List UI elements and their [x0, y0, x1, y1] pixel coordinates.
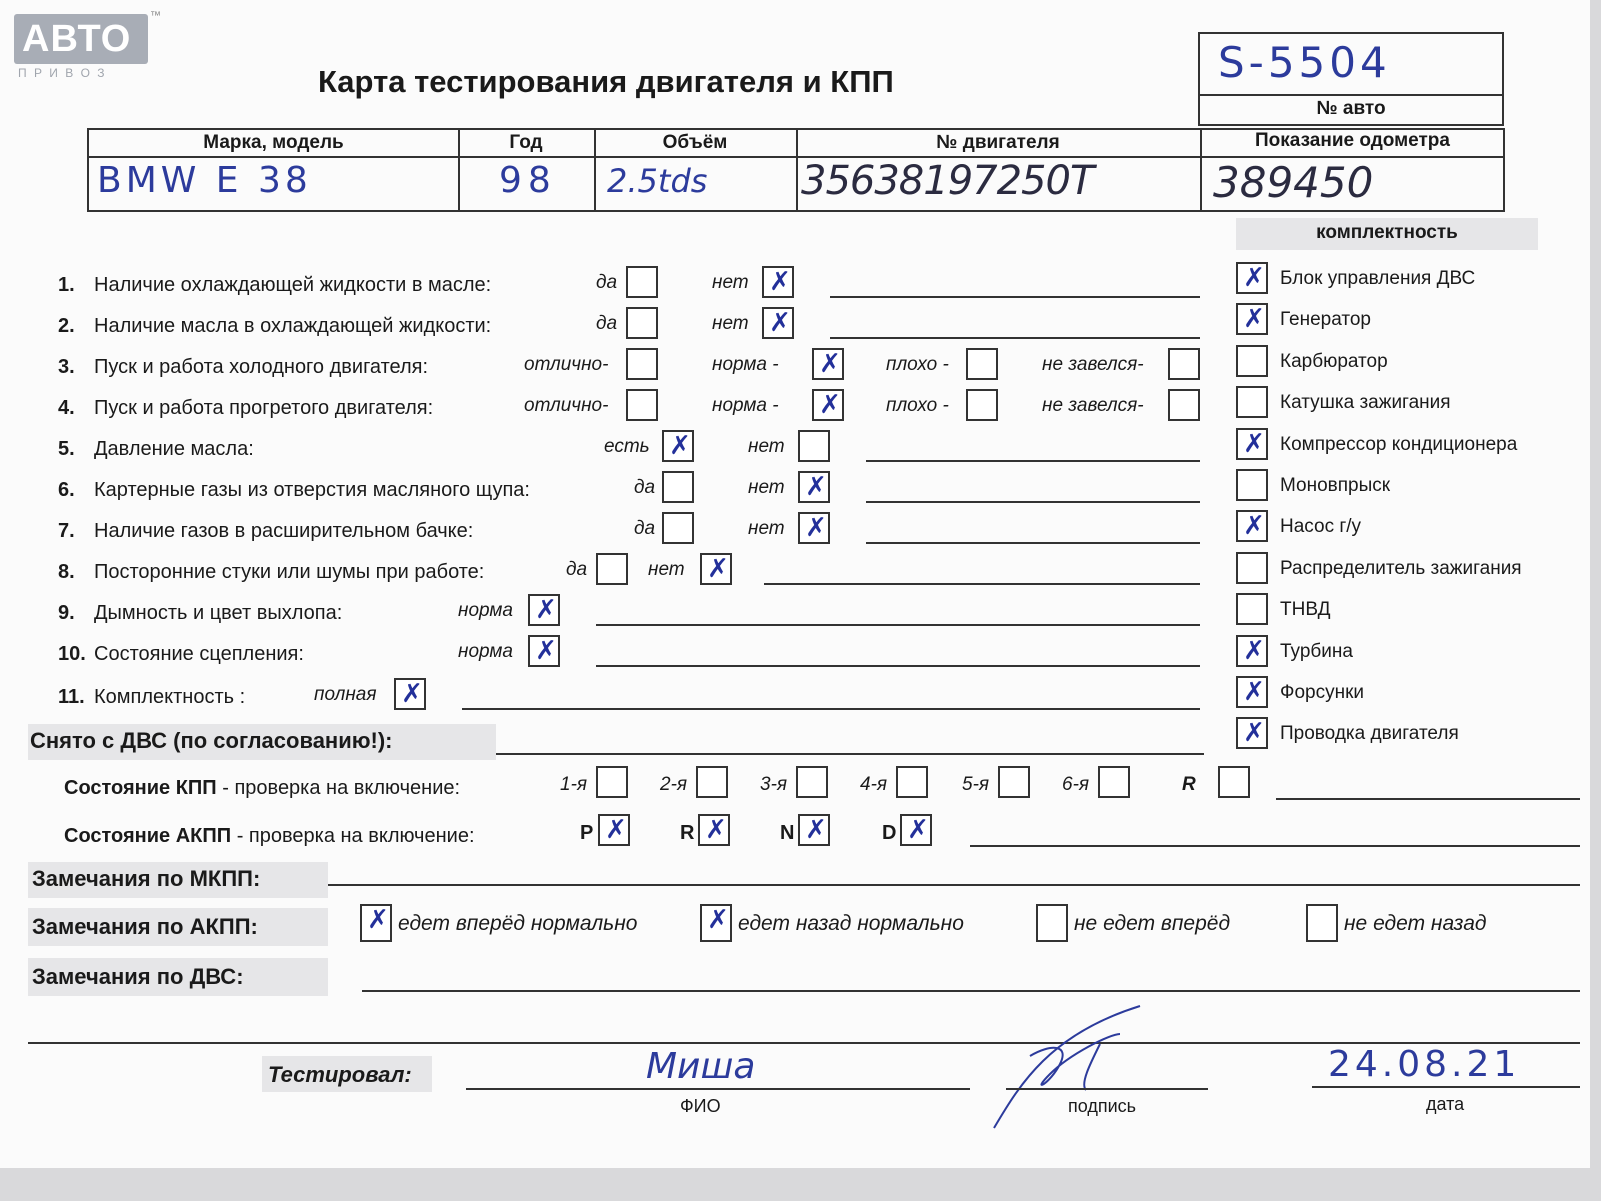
komplekt-item-label: Проводка двигателя [1280, 723, 1459, 745]
check-question: Посторонние стуки или шумы при работе: [94, 561, 485, 583]
check-option-label: норма [458, 600, 513, 621]
akpp-gear-label: D [882, 822, 897, 844]
check-note-line [830, 337, 1200, 339]
check-mark-icon: ✗ [605, 815, 627, 845]
komplekt-checkbox[interactable] [1236, 386, 1268, 418]
kpp-gear-label: R [1182, 774, 1196, 795]
date-label: дата [1426, 1094, 1465, 1114]
check-mark-icon: ✗ [907, 815, 929, 845]
check-option-box[interactable] [528, 635, 560, 667]
check-note-line [866, 501, 1200, 503]
check-mark-icon: ✗ [769, 267, 791, 297]
check-number: 2. [58, 315, 75, 337]
check-mark-icon: ✗ [819, 390, 841, 420]
akpp-gear-box[interactable] [698, 814, 730, 846]
kpp-gear-box[interactable] [696, 766, 728, 798]
check-option-label: норма - [712, 395, 779, 416]
kpp-gear-box[interactable] [998, 766, 1030, 798]
check-mark-icon: ✗ [1243, 635, 1265, 666]
car-number-value: S-5504 [1218, 38, 1391, 87]
check-option-label: не завелся- [1042, 354, 1144, 375]
komplekt-checkbox[interactable] [1236, 262, 1268, 294]
akpp-remark-box[interactable] [1306, 904, 1338, 942]
check-note-line [764, 583, 1200, 585]
logo-text: АВТО [22, 18, 132, 60]
check-mark-icon: ✗ [707, 554, 729, 584]
check-option-label: нет [712, 313, 749, 334]
check-number: 10. [58, 643, 86, 665]
check-option-label: нет [648, 559, 685, 580]
check-option-box[interactable] [528, 594, 560, 626]
check-option-label: отлично- [524, 395, 609, 416]
akpp-remark-box[interactable] [360, 904, 392, 942]
akpp-label [64, 825, 475, 848]
check-option-label: да [634, 518, 656, 539]
tester-name: Миша [646, 1046, 756, 1087]
komplekt-checkbox[interactable] [1236, 635, 1268, 667]
komplekt-item-label: Насос г/у [1280, 516, 1362, 538]
check-question: Комплектность : [94, 686, 246, 708]
akpp-line [970, 845, 1580, 847]
date-line [1312, 1086, 1580, 1088]
col-header-odometer: Показание одометра [1255, 130, 1450, 151]
komplekt-checkbox[interactable] [1236, 428, 1268, 460]
kpp-gear-label: 6-я [1062, 774, 1090, 795]
car-number-label: № авто [1316, 98, 1386, 119]
value-volume: 2.5tds [607, 162, 708, 200]
akpp-remark-option-label: едет назад нормально [738, 912, 964, 935]
check-number: 1. [58, 274, 75, 296]
komplekt-item-label: Распределитель зажигания [1280, 557, 1522, 579]
col-header-engine-no: № двигателя [936, 132, 1060, 153]
komplekt-item-label: Моновпрыск [1280, 475, 1391, 496]
fio-line [466, 1088, 970, 1090]
check-question: Наличие охлаждающей жидкости в масле: [94, 274, 492, 296]
check-mark-icon: ✗ [367, 905, 389, 935]
check-option-label: да [596, 313, 618, 334]
check-note-line [596, 624, 1200, 626]
col-header-year: Год [509, 132, 543, 153]
komplekt-item-label: Форсунки [1280, 682, 1364, 703]
page-title: Карта тестирования двигателя и КПП [318, 64, 894, 99]
logo-tm: ™ [150, 10, 161, 22]
kpp-gear-box[interactable] [1098, 766, 1130, 798]
value-engine-no: 35638197250T [801, 158, 1094, 204]
dvs-remark-label: Замечания по ДВС: [32, 964, 244, 989]
akpp-label-bold: Состояние АКПП [64, 825, 232, 847]
kpp-gear-box[interactable] [596, 766, 628, 798]
check-option-box[interactable] [798, 512, 830, 544]
check-option-label: нет [748, 436, 785, 457]
akpp-remark-box[interactable] [700, 904, 732, 942]
akpp-label-rest: - проверка на включение: [231, 825, 475, 847]
komplekt-checkbox[interactable] [1236, 676, 1268, 708]
col-header-model: Марка, модель [203, 132, 344, 153]
dvs-remark-line [362, 990, 1580, 992]
check-option-box[interactable] [626, 348, 658, 380]
kpp-gear-box[interactable] [796, 766, 828, 798]
check-option-box[interactable] [966, 348, 998, 380]
logo-subtitle: П Р И В О З [18, 66, 107, 80]
check-mark-icon: ✗ [1243, 511, 1265, 542]
check-question: Картерные газы из отверстия масляного щупа: [94, 479, 530, 501]
removed-line [496, 753, 1204, 755]
akpp-remark-label: Замечания по АКПП: [32, 914, 258, 939]
komplekt-item-label: Генератор [1280, 309, 1371, 331]
komplekt-checkbox[interactable] [1236, 510, 1268, 542]
check-question: Давление масла: [94, 438, 254, 460]
check-number: 9. [58, 602, 75, 624]
kpp-gear-box[interactable] [896, 766, 928, 798]
check-question: Пуск и работа холодного двигателя: [94, 356, 429, 378]
check-mark-icon: ✗ [401, 679, 423, 709]
logo [14, 10, 161, 64]
check-note-line [462, 708, 1200, 710]
check-mark-icon: ✗ [707, 905, 729, 935]
check-number: 5. [58, 438, 75, 460]
check-option-box[interactable] [662, 430, 694, 462]
check-option-box[interactable] [966, 389, 998, 421]
check-option-box[interactable] [1168, 389, 1200, 421]
header-table [87, 128, 1505, 212]
kpp-label [64, 777, 460, 800]
komplekt-item-label: Компрессор кондиционера [1280, 433, 1518, 455]
akpp-gear-box[interactable] [798, 814, 830, 846]
col-header-volume: Объём [662, 132, 728, 153]
kpp-gear-box[interactable] [1218, 766, 1250, 798]
check-mark-icon: ✗ [1243, 677, 1265, 707]
kpp-line [1276, 798, 1580, 800]
komplekt-checkbox[interactable] [1236, 593, 1268, 625]
check-option-label: нет [748, 518, 785, 539]
check-mark-icon: ✗ [1243, 718, 1265, 749]
tested-label: Тестировал: [268, 1062, 412, 1087]
komplekt-item-label: Турбина [1280, 640, 1353, 662]
check-mark-icon: ✗ [535, 595, 557, 625]
check-question: Дымность и цвет выхлопа: [94, 602, 343, 624]
check-note-line [866, 542, 1200, 544]
check-option-label: есть [604, 436, 650, 457]
check-option-box[interactable] [626, 266, 658, 298]
check-mark-icon: ✗ [1243, 263, 1265, 293]
akpp-gear-label: P [580, 822, 594, 844]
komplekt-item-label: Катушка зажигания [1280, 392, 1451, 414]
check-option-label: да [596, 272, 618, 293]
check-option-box[interactable] [762, 307, 794, 339]
kpp-gear-label: 2-я [660, 774, 688, 795]
kpp-label-bold: Состояние КПП [64, 777, 217, 799]
car-number-box [1198, 32, 1504, 126]
kpp-gear-label: 5-я [962, 774, 990, 795]
check-number: 4. [58, 397, 75, 419]
akpp-remark-box[interactable] [1036, 904, 1068, 942]
check-option-box[interactable] [626, 389, 658, 421]
check-option-label: не завелся- [1042, 395, 1144, 416]
akpp-remark-option-label: едет вперёд нормально [398, 912, 638, 935]
check-note-line [596, 665, 1200, 667]
check-option-label: плохо - [886, 395, 949, 416]
komplekt-checkbox[interactable] [1236, 303, 1268, 335]
check-option-box[interactable] [394, 678, 426, 710]
check-option-box[interactable] [798, 471, 830, 503]
komplekt-item-label: Блок управления ДВС [1280, 268, 1476, 289]
check-option-label: норма [458, 641, 513, 662]
check-option-label: норма - [712, 354, 779, 375]
check-mark-icon: ✗ [805, 815, 827, 845]
check-option-label: да [634, 477, 656, 498]
check-option-box[interactable] [662, 512, 694, 544]
check-mark-icon: ✗ [819, 349, 841, 379]
check-option-box[interactable] [700, 553, 732, 585]
removed-label: Снято с ДВС (по согласованию!): [30, 728, 393, 753]
kpp-gear-label: 3-я [760, 774, 788, 795]
check-mark-icon: ✗ [805, 513, 827, 543]
check-number: 7. [58, 520, 75, 542]
komplekt-item-label: Карбюратор [1280, 350, 1388, 372]
akpp-gear-label: N [780, 822, 795, 844]
check-option-label: да [566, 559, 588, 580]
check-question: Наличие масла в охлаждающей жидкости: [94, 315, 492, 337]
check-mark-icon: ✗ [705, 815, 727, 845]
check-option-label: плохо - [886, 354, 949, 375]
check-number: 3. [58, 356, 75, 378]
signature-label: подпись [1068, 1096, 1137, 1116]
check-number: 6. [58, 479, 75, 501]
value-year: 98 [499, 160, 557, 201]
komplekt-title: комплектность [1316, 222, 1458, 243]
check-mark-icon: ✗ [1243, 428, 1265, 459]
check-mark-icon: ✗ [805, 472, 827, 502]
kpp-label-rest: - проверка на включение: [216, 777, 461, 799]
akpp-remark-option-label: не едет назад [1344, 912, 1487, 935]
check-option-box[interactable] [798, 430, 830, 462]
check-note-line [866, 460, 1200, 462]
check-option-box[interactable] [812, 389, 844, 421]
mkpp-remark-label: Замечания по МКПП: [32, 866, 261, 891]
kpp-gear-label: 1-я [560, 774, 588, 795]
check-question: Пуск и работа прогретого двигателя: [94, 397, 434, 419]
check-mark-icon: ✗ [669, 431, 691, 461]
check-option-box[interactable] [596, 553, 628, 585]
check-mark-icon: ✗ [769, 308, 791, 338]
check-option-label: отлично- [524, 354, 609, 375]
check-option-box[interactable] [812, 348, 844, 380]
check-number: 11. [58, 686, 85, 708]
komplekt-checkbox[interactable] [1236, 345, 1268, 377]
akpp-gear-label: R [680, 822, 695, 844]
komplekt-item-label: ТНВД [1280, 599, 1331, 621]
komplekt-checkbox[interactable] [1236, 552, 1268, 584]
value-odometer: 389450 [1213, 158, 1374, 207]
komplekt-checkbox[interactable] [1236, 469, 1268, 501]
fio-label: ФИО [680, 1096, 721, 1116]
mkpp-remark-line [328, 884, 1580, 886]
check-mark-icon: ✗ [1243, 304, 1265, 335]
date-value: 24.08.21 [1328, 1044, 1521, 1085]
check-question: Наличие газов в расширительном бачке: [94, 520, 474, 542]
komplekt-checkbox[interactable] [1236, 717, 1268, 749]
check-number: 8. [58, 561, 75, 583]
check-note-line [830, 296, 1200, 298]
check-option-box[interactable] [762, 266, 794, 298]
check-option-box[interactable] [1168, 348, 1200, 380]
check-mark-icon: ✗ [535, 636, 557, 666]
check-option-box[interactable] [662, 471, 694, 503]
value-model: BMW E 38 [97, 160, 312, 201]
check-question: Состояние сцепления: [94, 643, 304, 665]
kpp-gear-label: 4-я [860, 774, 888, 795]
check-option-box[interactable] [626, 307, 658, 339]
signature-line [1006, 1088, 1208, 1090]
car-number-divider [1200, 94, 1502, 96]
akpp-gear-box[interactable] [900, 814, 932, 846]
check-option-label: нет [712, 272, 749, 293]
check-option-label: нет [748, 477, 785, 498]
check-option-label: полная [314, 684, 377, 705]
akpp-gear-box[interactable] [598, 814, 630, 846]
akpp-remark-option-label: не едет вперёд [1074, 912, 1231, 935]
